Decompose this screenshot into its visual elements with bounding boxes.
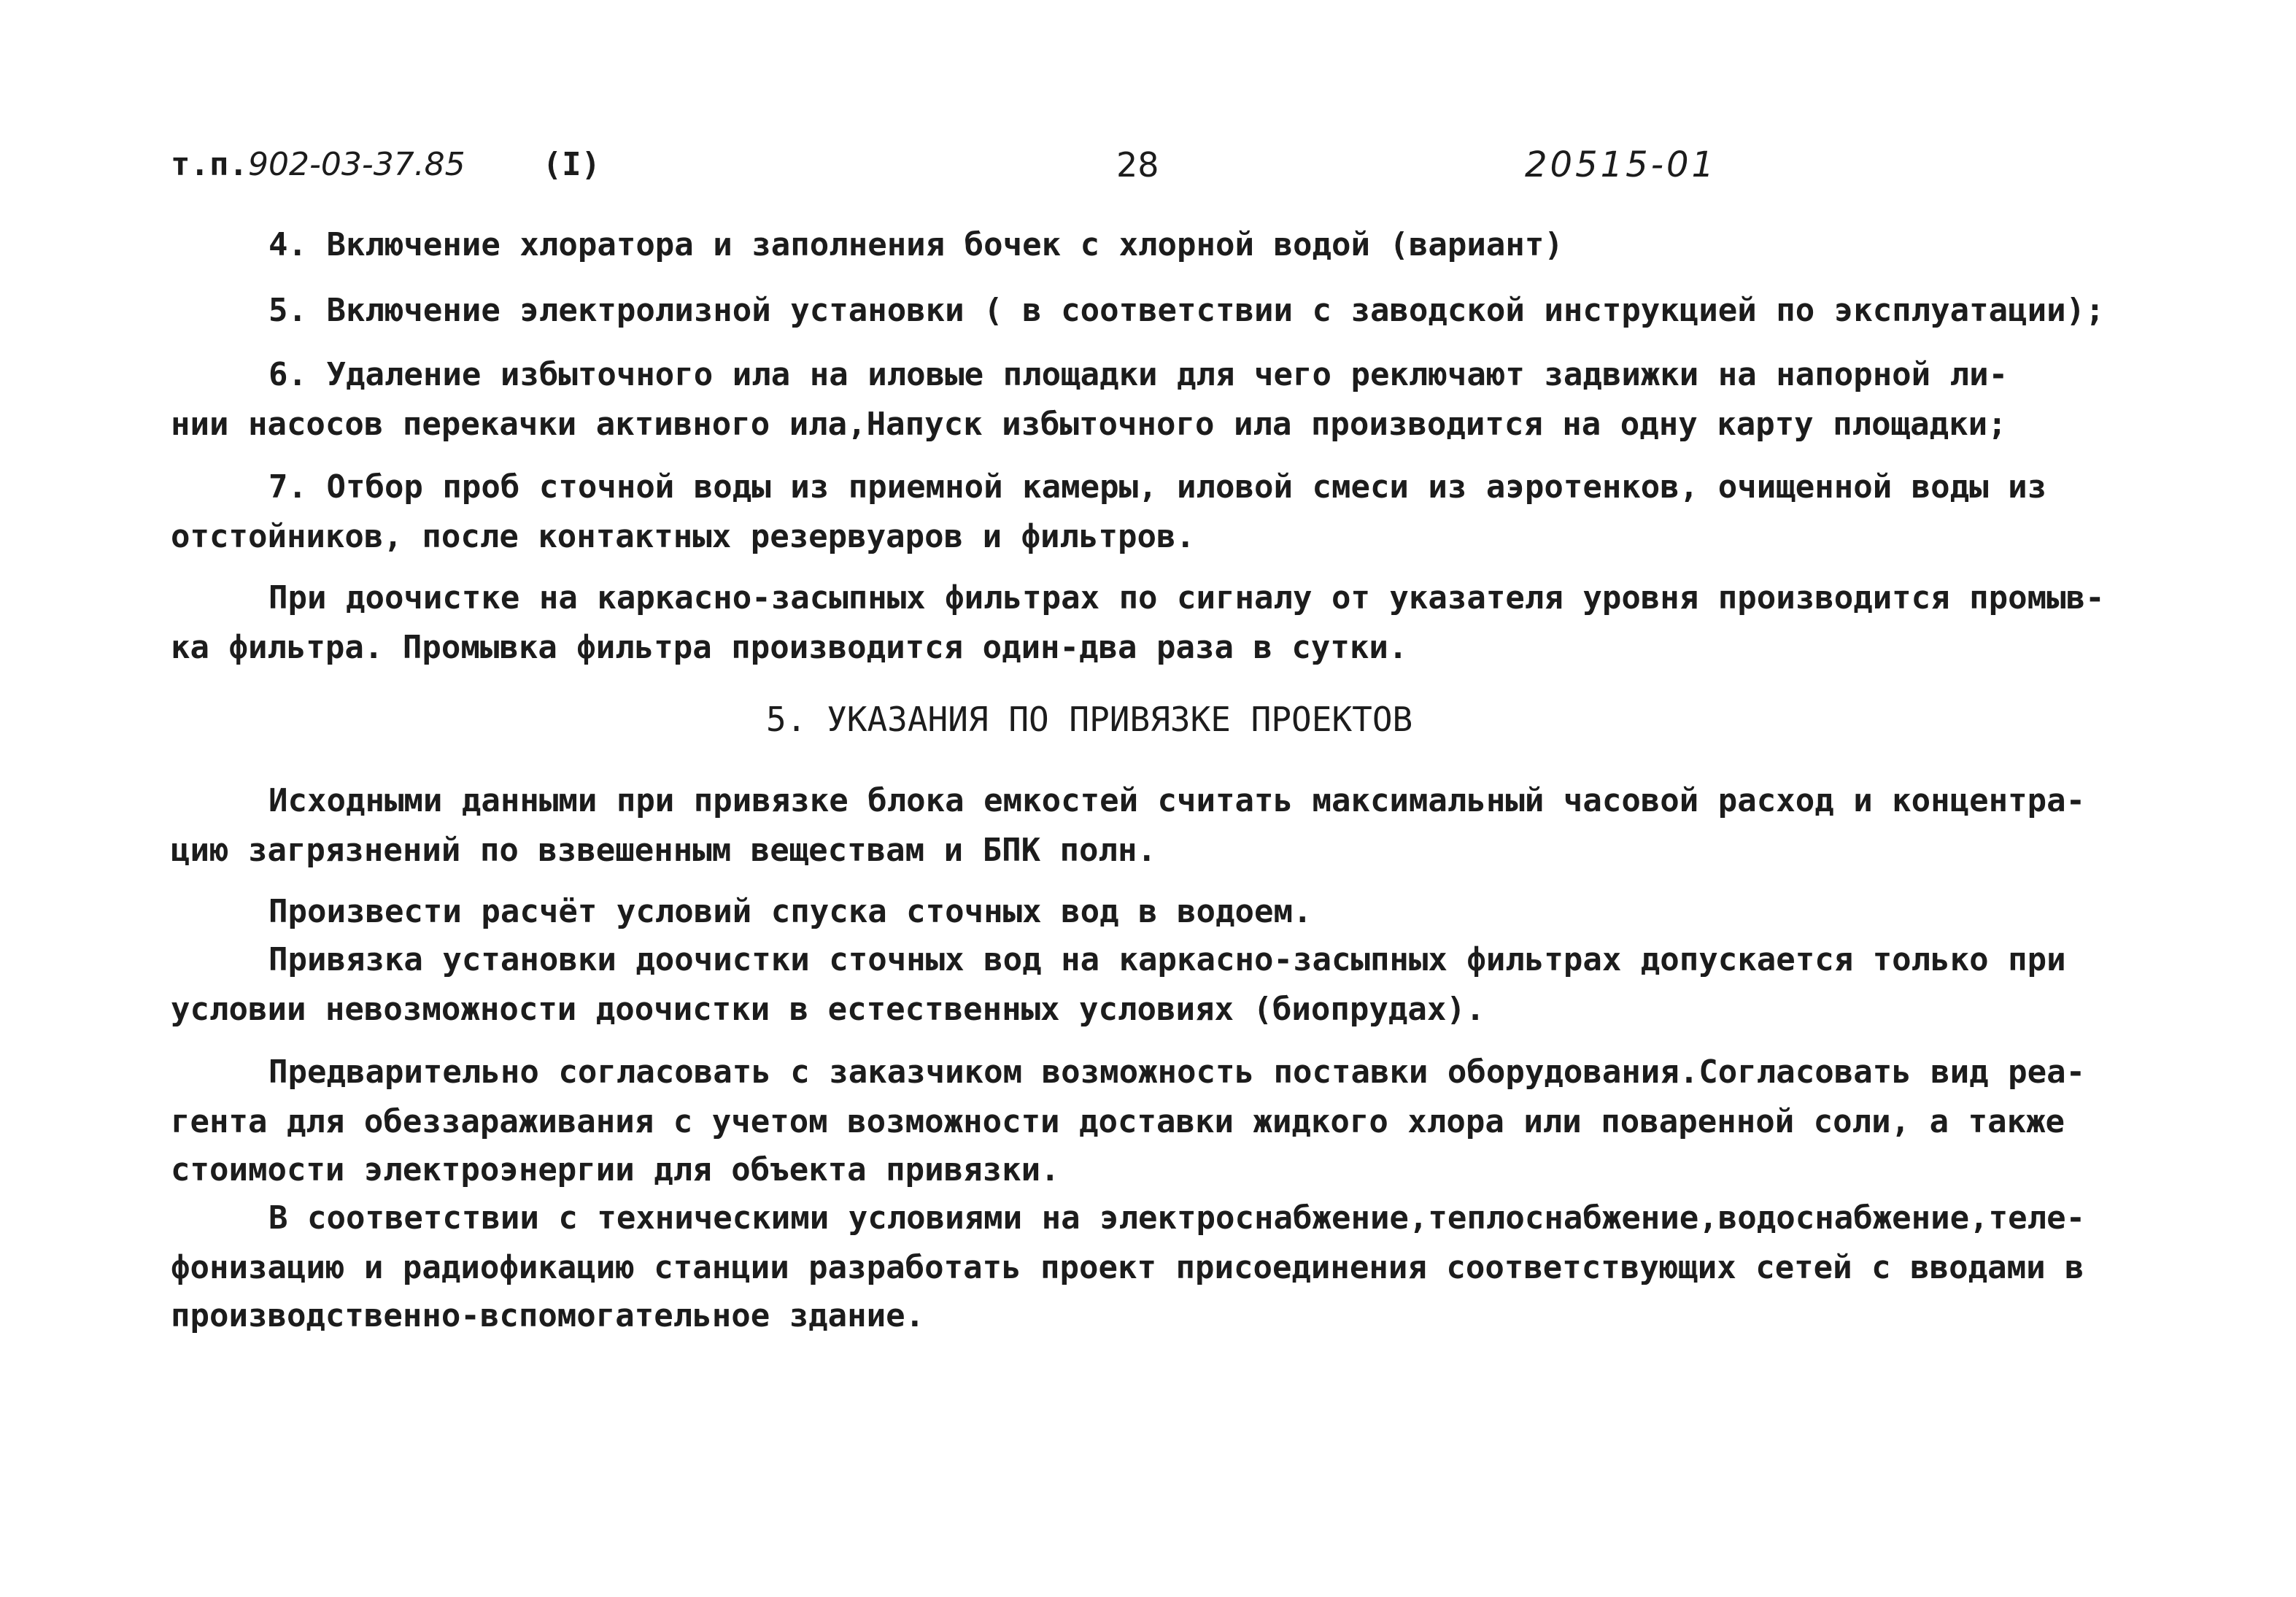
p2: Произвести расчёт условий спуска сточных вод в водоем. — [268, 893, 1313, 930]
note-line-1: При доочистке на каркасно-засыпных фильтрах по сигналу от указателя уровня производится промыв- — [268, 579, 2105, 616]
section-5-title: 5. УКАЗАНИЯ ПО ПРИВЯЗКЕ ПРОЕКТОВ — [766, 700, 1413, 739]
p1-line-1: Исходными данными при привязке блока емкостей считать максимальный часовой расход и концентра- — [268, 782, 2086, 819]
inventory-number: 20515-01 — [1525, 144, 1717, 185]
p4-line-1: Предварительно согласовать с заказчиком возможность поставки оборудования.Согласовать вид реа- — [268, 1053, 2086, 1091]
p4-line-2: гента для обеззараживания с учетом возможности доставки жидкого хлора или поваренной соли, а также — [171, 1103, 2065, 1140]
item-6-line-1: 6. Удаление избыточного ила на иловые площадки для чего реключают задвижки на напорной ли- — [268, 356, 2009, 393]
p5-line-3: производственно-вспомогательное здание. — [171, 1297, 925, 1334]
doc-part: (I) — [542, 146, 601, 183]
p4-line-3: стоимости электроэнергии для объекта привязки. — [171, 1151, 1060, 1188]
item-7-line-1: 7. Отбор проб сточной воды из приемной камеры, иловой смеси из аэротенков, очищенной воды из — [268, 468, 2047, 506]
p1-line-2: цию загрязнений по взвешенным веществам и БПК полн. — [171, 832, 1157, 869]
p3-line-2: условии невозможности доочистки в естественных условиях (биопрудах). — [171, 991, 1485, 1028]
p5-line-1: В соответствии с техническими условиями на электроснабжение,теплоснабжение,водоснабжение,теле- — [268, 1199, 2086, 1237]
item-6-line-2: нии насосов перекачки активного ила,Напуск избыточного ила производится на одну карту площадки; — [171, 406, 2007, 443]
note-line-2: ка фильтра. Промывка фильтра производится один-два раза в сутки. — [171, 629, 1408, 666]
p5-line-2: фонизацию и радиофикацию станции разработать проект присоединения соответствующих сетей с вводами в — [171, 1249, 2084, 1286]
doc-prefix: т.п. — [171, 146, 248, 183]
doc-code-header — [171, 143, 600, 187]
page-number: 28 — [1116, 145, 1159, 185]
item-4: 4. Включение хлоратора и заполнения бочек с хлорной водой (вариант) — [268, 226, 1563, 263]
item-5: 5. Включение электролизной установки ( в соответствии с заводской инструкцией по эксплуатации); — [268, 292, 2105, 329]
doc-code: 902-03-37.85 — [247, 146, 465, 183]
p3-line-1: Привязка установки доочистки сточных вод на каркасно-засыпных фильтрах допускается только при — [268, 941, 2066, 978]
item-7-line-2: отстойников, после контактных резервуаров и фильтров. — [171, 518, 1195, 555]
